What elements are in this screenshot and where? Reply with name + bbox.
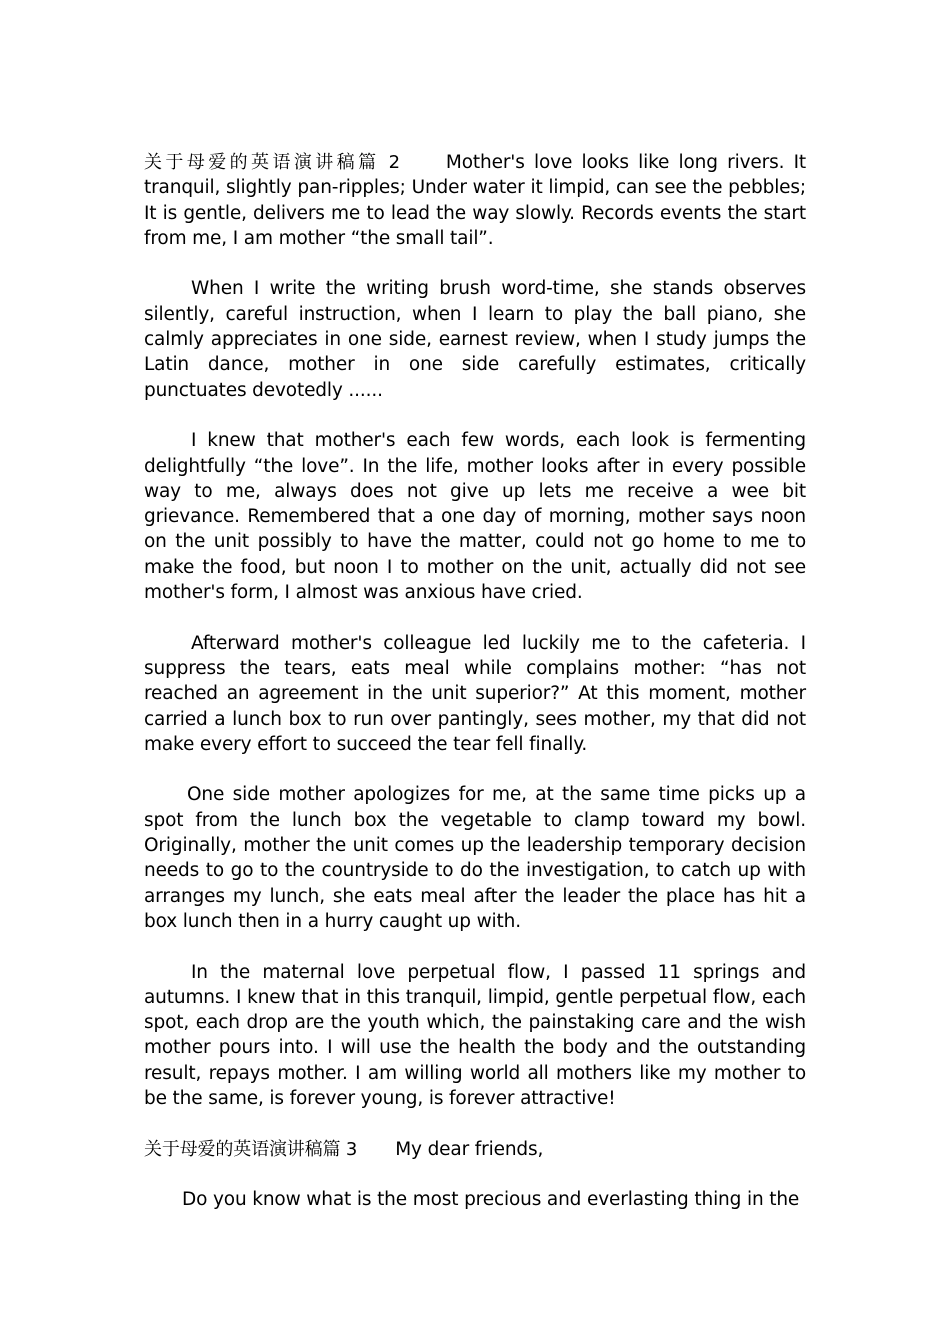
section-3-intro: My dear friends,: [395, 1138, 544, 1160]
section-2-heading: 关于母爱的英语演讲稿篇 2: [144, 152, 400, 173]
section-3-opening: [144, 1137, 806, 1162]
document-body: [144, 150, 806, 1238]
section-2-paragraph: I knew that mother's each few words, each look is fermenting delightfully “the love”. In the life, mother looks after in every possible way to me, always does not give up lets me receive a wee bit grievance. Remembered that a one day of morning, mother says noon on the unit possibly to have the matter, could not go home to me to make the food, but noon I to mother on the unit, actually did not see mother's form, I almost was anxious have cried.: [144, 430, 806, 604]
section-2-intro: Mother's love looks like long rivers. It tranquil, slightly pan-ripples; Under water it limpid, can see the pebbles; It is gentle, delivers me to lead the way slowly. Records events the start from me, I am mother “the small tail”.: [144, 152, 806, 249]
section-2-paragraph: When I write the writing brush word-time, she stands observes silently, careful instruction, when I learn to play the ball piano, she calmly appreciates in one side, earnest review, when I study jumps the Latin dance, mother in one side carefully estimates, critically punctuates devotedly ......: [144, 278, 806, 401]
section-2-paragraph: In the maternal love perpetual flow, I passed 11 springs and autumns. I knew that in this tranquil, limpid, gentle perpetual flow, each spot, each drop are the youth which, the painstaking care and the wish mother pours into. I will use the health the body and the outstanding result, repays mother. I am willing world all mothers like my mother to be the same, is forever young, is forever attractive!: [144, 961, 806, 1109]
section-3-heading: 关于母爱的英语演讲稿篇 3: [144, 1138, 358, 1160]
section-2-opening: [144, 150, 806, 251]
section-2-paragraph: One side mother apologizes for me, at the same time picks up a spot from the lunch box the vegetable to clamp toward my bowl. Originally, mother the unit comes up the leadership temporary decision needs to go to the countryside to do the investigation, to catch up with arranges my lunch, she eats meal after the leader the place has hit a box lunch then in a hurry caught up with.: [144, 784, 806, 932]
section-2-paragraph: Afterward mother's colleague led luckily me to the cafeteria. I suppress the tears, eats meal while complains mother: “has not reached an agreement in the unit superior?” At this moment, mother carried a lunch box to run over pantingly, sees mother, my that did not make every effort to succeed the tear fell finally.: [144, 632, 806, 755]
section-3-paragraph: Do you know what is the most precious and everlasting thing in the: [182, 1189, 800, 1211]
